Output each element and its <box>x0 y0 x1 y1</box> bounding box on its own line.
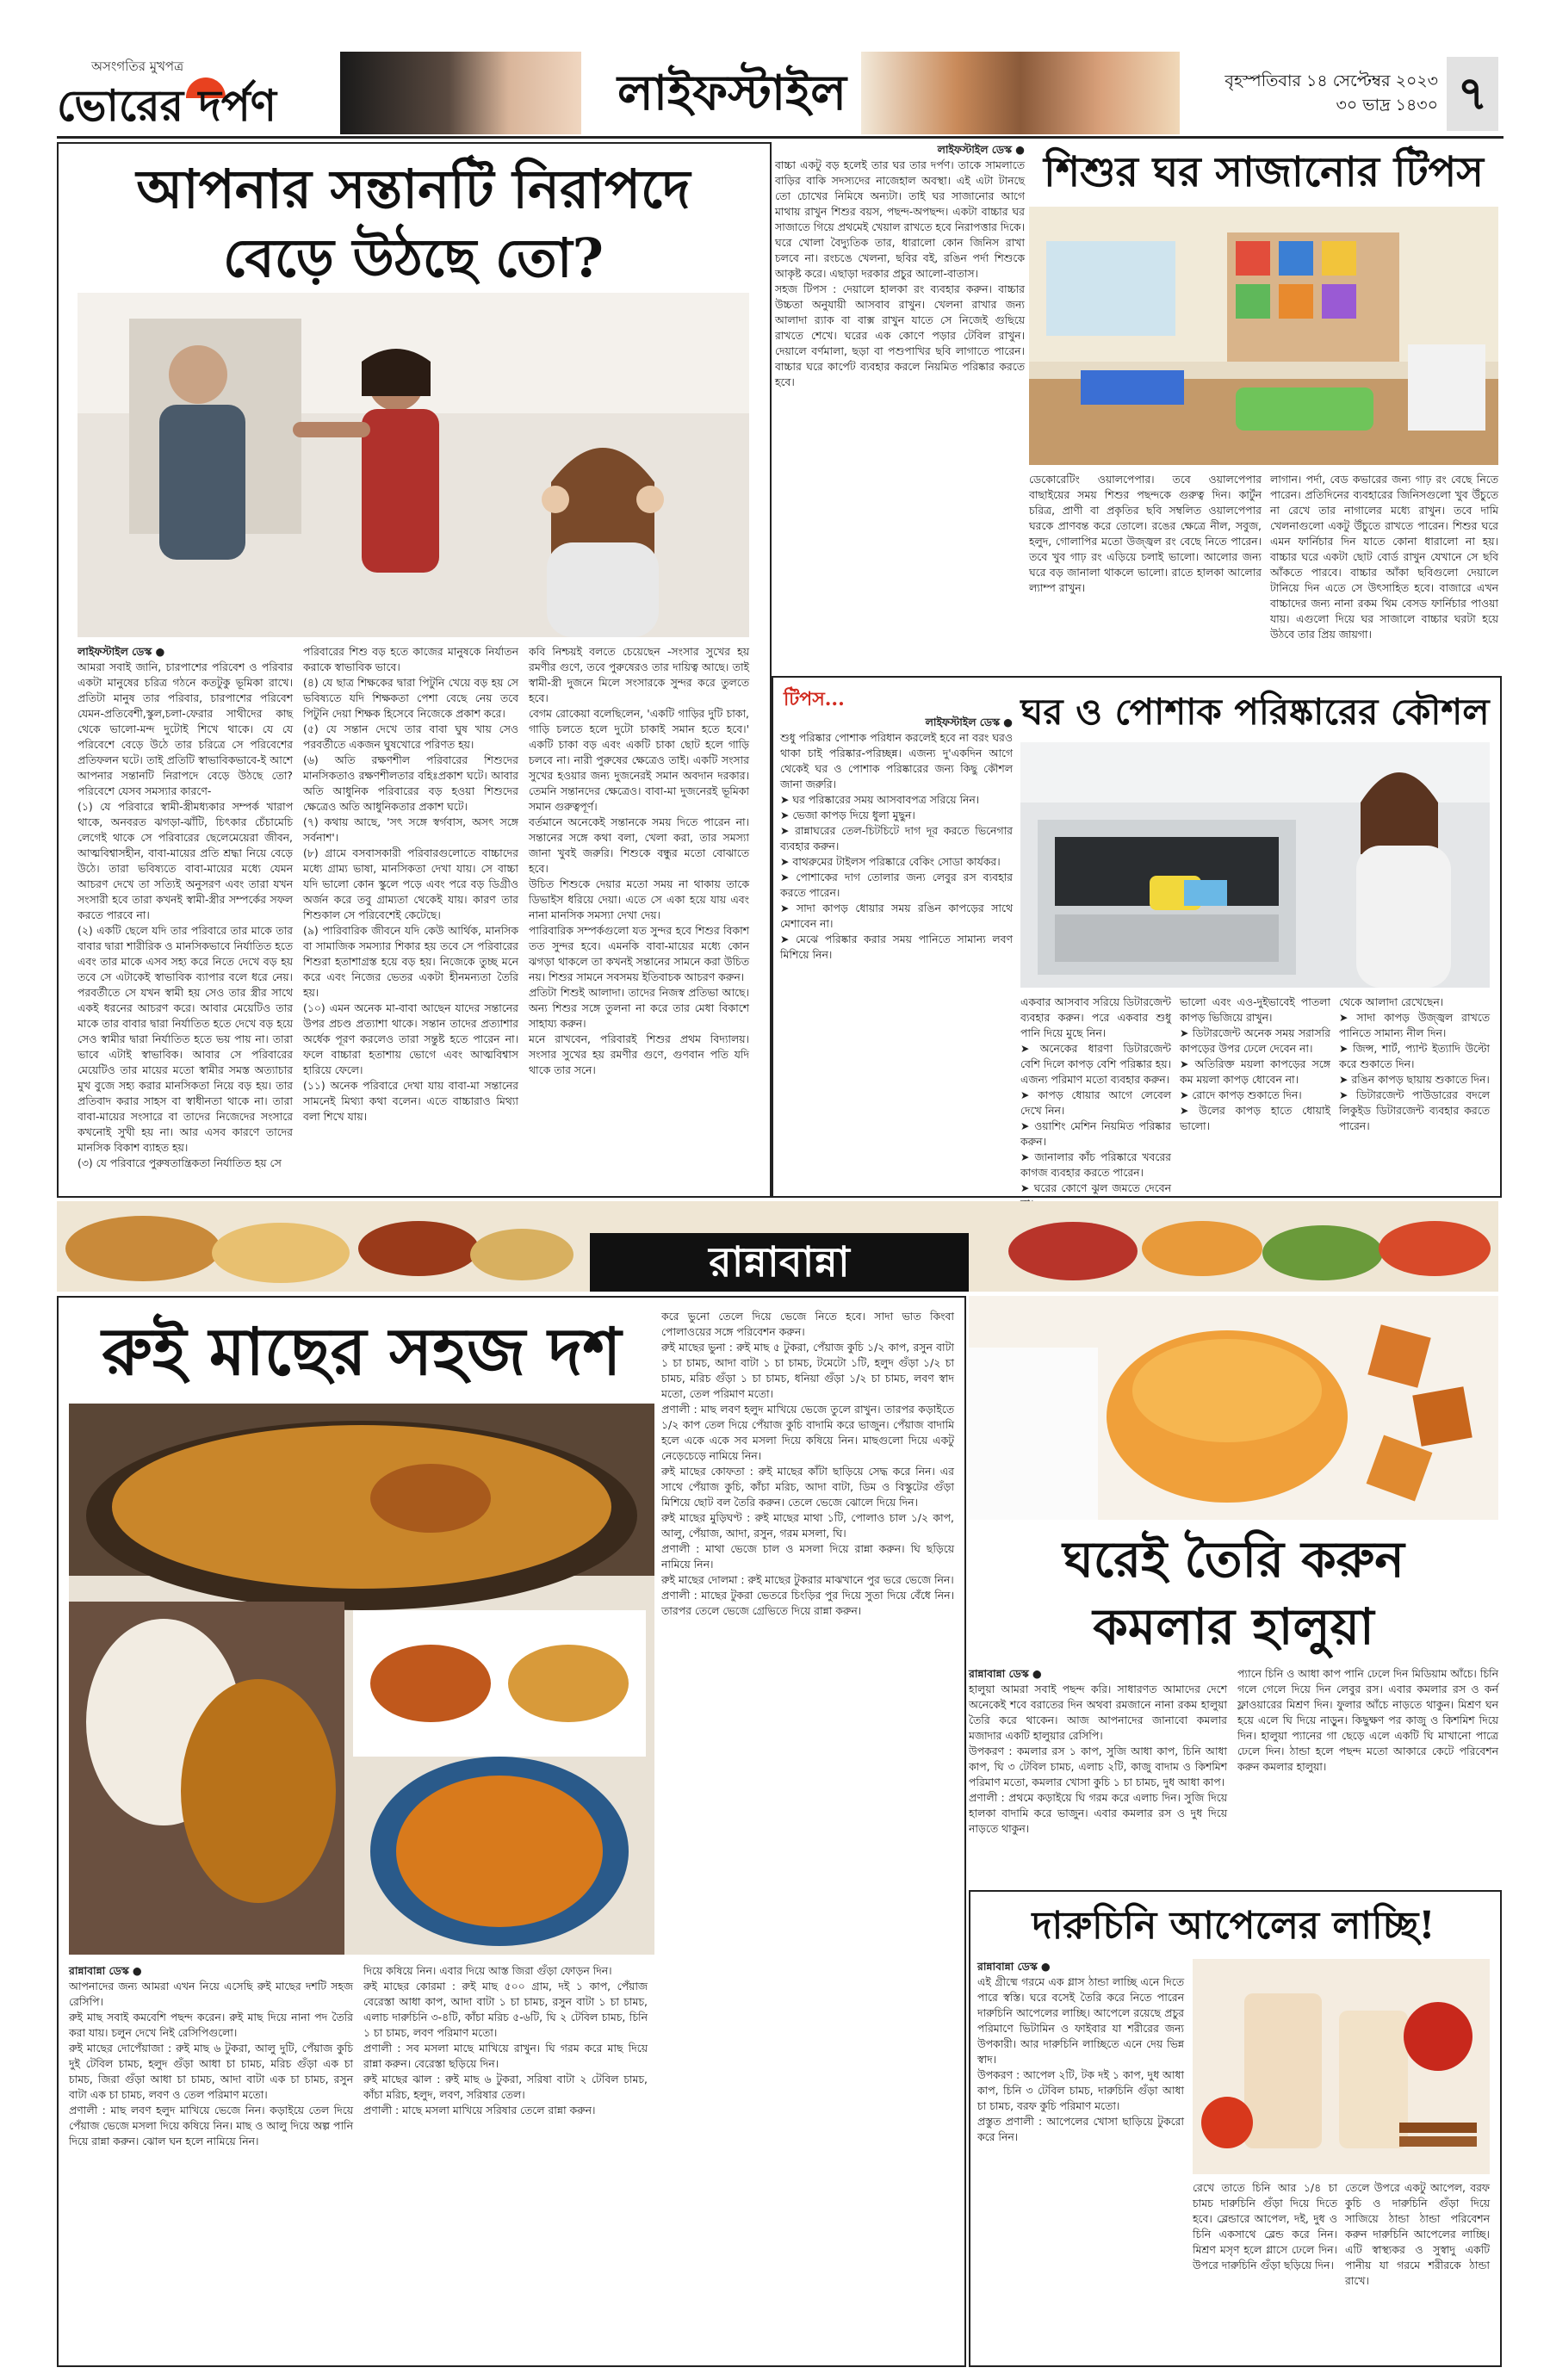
apple-lassi-illustration <box>1193 1959 1490 2174</box>
article1-body-2: পরিবারের শিশু বড় হতে কাজের মানুষকে নির্যাতন করাকে স্বাভাবিক ভাবে। (৪) যে ছাত্র শিক্ষকের দ্বারা পিটুনি খেয়ে বড় হয় সে ভবিষ্যতে যদি শিক্ষকতা পেশা বেছে নেয় তবে পিটুনি দেয়া শিক্ষক হিসেবে নিজেকে প্রকাশ করে। (৫) যে সন্তান দেখে তার বাবা ঘুষ খায় সেও পরবর্তীতে একজন ঘুষখোরে পরিণত হয়। (৬) অতি রক্ষণশীল পরিবারের শিশুদের মানসিকতাও রক্ষণশীলতার বহিঃপ্রকাশ ঘটে। আবার অতি আধুনিক পরিবারের বড় হওয়া শিশুদের ক্ষেত্রেও অতি আধুনিকতার প্রকাশ ঘটে। (৭) কথায় আছে, 'সৎ সঙ্গে স্বর্গবাস, অসৎ সঙ্গে সর্বনাশ'। (৮) গ্রামে বসবাসকারী পরিবারগুলোতে বাচ্চাদের মধ্যে গ্রাম্য ভাষা, মানসিকতা দেখা যায়। সে বাচ্চা যদি ভালো কোন স্কুলে পড়ে এবং পরে বড় ডিগ্রীও অর্জন করে তবু গ্রাম্যতা থেকেই যায়। কারণ তার শিশুকাল সে পরিবেশেই কেটেছে। (৯) পারিবারিক জীবনে যদি কেউ আর্থিক, মানসিক বা সামাজিক সমস্যার শিকার হয় তবে সে পরিবারের শিশুরা হতাশাগ্রস্ত হয়ে বড় হয়। নিজেকে তুচ্ছ মনে করে এবং নিজের ভেতর একটা হীনমন্যতা তৈরি হয়। (১০) এমন অনেক মা-বাবা আছেন যাদের সন্তানের উপর প্রচণ্ড প্রত্যাশা থাকে। সন্তান তাদের প্রত্যাশার অর্ধেক পূরণ করলেও তারা সন্তুষ্ট হতে পারেন না। ফলে বাচ্চারা হতাশায় ভোগে এবং আত্মবিশ্বাস হারিয়ে ফেলে। (১১) অনেক পরিবারে দেখা যায় বাবা-মা সন্তানের সামনেই মিথ্যা কথা বলেন। এতে বাচ্চারাও মিথ্যা বলা শিখে যায়। <box>303 645 518 1123</box>
article4-body-2: দিয়ে কষিয়ে নিন। এবার দিয়ে আস্ত জিরা গুঁড়া ফোড়ন দিন। রুই মাছের কোরমা : রুই মাছ ৫০০ গ্রাম, দই ১ কাপ, পেঁয়াজ বেরেস্তা আধা কাপ, আদা বাটা ১ চা চামচ, রসুন বাটা ১ চা চামচ, এলাচ দারুচিনি ৩-৪টি, কাঁচা মরিচ ৫-৬টি, ঘি ২ টেবিল চামচ, চিনি ১ চা চামচ, লবণ পরিমাণ মতো। প্রণালী : সব মসলা মাছে মাখিয়ে রাখুন। ঘি গরম করে মাছ দিয়ে রান্না করুন। বেরেস্তা ছড়িয়ে দিন। রুই মাছের ঝাল : রুই মাছ ৬ টুকরা, সরিষা বাটা ২ টেবিল চামচ, কাঁচা মরিচ, হলুদ, লবণ, সরিষার তেল। প্রণালী : মাছে মসলা মাখিয়ে সরিষার তেলে রান্না করুন। <box>363 1964 648 2117</box>
logo-tagline: অসংগতির মুখপত্র <box>91 59 184 74</box>
header-photo-spa <box>861 52 1180 134</box>
orange-halwa-illustration <box>969 1296 1498 1520</box>
article3-column-4 <box>1339 995 1490 1188</box>
article6-column-3 <box>1345 2180 1490 2355</box>
article5-column-2 <box>1237 1666 1498 1886</box>
article4-body-1: আপনাদের জন্য আমরা এখন নিয়ে এসেছি রুই মাছের দশটি সহজ রেসিপি। রুই মাছ সবাই কমবেশি পছন্দ করেন। রুই মাছ দিয়ে নানা পদ তৈরি করা যায়। চলুন দেখে নিই রেসিপিগুলো। রুই মাছের দোপেঁয়াজা : রুই মাছ ৬ টুকরা, আলু দুটি, পেঁয়াজ কুচি দুই টেবিল চামচ, হলুদ গুঁড়া আধা চা চামচ, মরিচ গুঁড়া এক চা চামচ, জিরা গুঁড়া আধা চা চামচ, আদা বাটা এক চা চামচ, রসুন বাটা এক চা চামচ, লবণ ও তেল পরিমাণ মতো। প্রণালী : মাছ লবণ হলুদ মাখিয়ে ভেজে নিন। কড়াইয়ে তেল দিয়ে পেঁয়াজ ভেজে মসলা দিয়ে কষিয়ে নিন। মাছ ও আলু দিয়ে অল্প পানি দিয়ে রান্না করুন। ঝোল ঘন হলে নামিয়ে নিন। <box>69 1980 353 2148</box>
article1-body-1: আমরা সবাই জানি, চারপাশের পরিবেশ ও পরিবার একটা মানুষের চরিত্র গঠনে কতটুকু ভূমিকা রাখে। প্রতিটা মানুষ তার পরিবার, চারপাশের পরিবেশ যেমন-প্রতিবেশী,স্কুল,চলা-ফেরার সাথীদের কাছ থেকে ভালো-মন্দ দুটোই শিখে থাকে। যে যে পরিবেশে বেড়ে উঠে তার চরিত্রে সে পরিবেশের প্রতিফলন ঘটে। তাই প্রতিটি স্বাভাবিকভাবে-ই আশে আপনার সন্তানটি নিরাপদে বেড়ে উঠছে তো? পরিবেশে যেসব সমস্যার কারণে- (১) যে পরিবারে স্বামী-স্ত্রীমধ্যকার সম্পর্ক খারাপ থাকে, অনবরত ঝগড়া-ঝাঁটি, চিৎকার চেঁচামেচি লেগেই থাকে সে পরিবারের ছেলেমেয়েরা জীবন, আত্মবিশ্বাসহীন, বাবা-মায়ের প্রতি শ্রদ্ধা নিয়ে বেড়ে উঠে। তারা ভবিষ্যতে বাবা-মায়ের মধ্যে যেমন আচরণ দেখে তা সত্যিই অনুসরণ এবং তারা যখন সংসারী হবে তারা কখনই স্বামী-স্ত্রীর সম্পর্কের সফল করতে পারবে না। (২) একটি ছেলে যদি তার পরিবারে তার মাকে তার বাবার দ্বারা শারীরিক ও মানসিকভাবে নির্যাতিত হতে এবং তার মাকে এসব সহ্য করে নিতে দেখে বড় হয় তবে সে এটাকেই স্বাভাবিক ব্যাপার বলে ধরে নেয়। পরবর্তীতে সে যখন স্বামী হয় সেও তার স্ত্রীর সাথে একই ধরনের আচরণ করে। আবার মেয়েটিও তার মাকে তার বাবার দ্বারা নির্যাতিত হতে দেখে বড় হয়ে সেও স্বামীর দ্বারা নির্যাতিত হতে ভয় পায় না। তারা ভাবে এটাই স্বাভাবিক। আবার সে পরিবারের মেয়েটিও তার মায়ের মতো স্বামীর সমস্ত অত্যাচার মুখ বুজে সহ্য করার মানসিকতা নিয়ে বড় হয়। তার প্রতিবাদ করার সাহস বা স্বাধীনতা থাকে না। তারা বাবা-মায়ের সংসারে বা তাদের নিজেদের সংসারে কখনোই সুখী হয় না। আর এসব কারণে তাদের মানসিক বিকাশ ব্যাহত হয়। (৩) যে পরিবারে পুরুষতান্ত্রিকতা নির্যাতিত হয় সে <box>78 660 293 1169</box>
fish-dishes-illustration <box>69 1404 654 1955</box>
article6-body-1: এই গ্রীষ্মে গরমে এক গ্লাস ঠান্ডা লাচ্ছি এনে দিতে পারে স্বস্তি। ঘরে বসেই তৈরি করে নিতে পারেন দারুচিনি আপেলের লাচ্ছি। আপেলে রয়েছে প্রচুর পরিমাণে ভিটামিন ও ফাইবার যা শরীরের জন্য উপকারী। আর দারুচিনি লাচ্ছিতে এনে দেয় ভিন্ন স্বাদ। উপকরণ : আপেল ২টি, টক দই ১ কাপ, দুধ আধা কাপ, চিনি ৩ টেবিল চামচ, দারুচিনি গুঁড়া আধা চা চামচ, বরফ কুচি পরিমাণ মতো। প্রস্তুত প্রণালী : আপেলের খোসা ছাড়িয়ে টুকরো করে নিন। <box>977 1975 1184 2143</box>
dateline <box>1188 69 1438 117</box>
article1-column-2 <box>303 644 518 1187</box>
article4-body-3: করে ভুনো তেলে দিয়ে ভেজে নিতে হবে। সাদা ভাত কিংবা পোলাওয়ের সঙ্গে পরিবেশন করুন। রুই মাছের ভুনা : রুই মাছ ৫ টুকরা, পেঁয়াজ কুচি ১/২ কাপ, রসুন বাটা ১ চা চামচ, আদা বাটা ১ চা চামচ, টমেটো ১টি, হলুদ গুঁড়া ১/২ চা চামচ, মরিচ গুঁড়া ১ চা চামচ, ধনিয়া গুঁড়া ১/২ চা চামচ, লবণ স্বাদ মতো, তেল পরিমাণ মতো। প্রণালী : মাছ লবণ হলুদ মাখিয়ে ভেজে তুলে রাখুন। তারপর কড়াইতে ১/২ কাপ তেল দিয়ে পেঁয়াজ কুচি বাদামি করে ভাজুন। পেঁয়াজ বাদামি হলে একে একে সব মসলা দিয়ে কষিয়ে নিন। মাছগুলো দিয়ে একটু নেড়েচেড়ে নামিয়ে নিন। রুই মাছের কোফতা : রুই মাছের কাঁটা ছাড়িয়ে সেদ্ধ করে নিন। এর সাথে পেঁয়াজ কুচি, কাঁচা মরিচ, আদা বাটা, ডিম ও বিস্কুটের গুঁড়া মিশিয়ে ছোট বল তৈরি করুন। তেলে ভেজে ঝোলে দিয়ে দিন। রুই মাছের মুড়িঘণ্ট : রুই মাছের মাথা ১টি, পোলাও চাল ১/২ কাপ, আলু, পেঁয়াজ, আদা, রসুন, গরম মসলা, ঘি। প্রণালী : মাথা ভেজে চাল ও মসলা দিয়ে রান্না করুন। ঘি ছড়িয়ে নামিয়ে নিন। রুই মাছের দোলমা : রুই মাছের টুকরার মাঝখানে পুর ভরে ভেজে নিন। প্রণালী : মাছের টুকরা ভেতরে চিংড়ির পুর দিয়ে সুতা দিয়ে বেঁধে নিন। তারপর তেলে ভেজে গ্রেভিতে দিয়ে রান্না করুন। <box>661 1310 954 1617</box>
article6-headline: দারুচিনি আপেলের লাচ্ছি! <box>1032 1904 1435 1948</box>
article3-byline: লাইফস্টাইল ডেস্ক ● <box>925 716 1013 728</box>
article5-headline-line1: ঘরেই তৈরি করুন <box>1063 1530 1404 1589</box>
article3-body-3: ভালো এবং এও-দুইভাবেই পাতলা কাপড় ভিজিয়ে রাখুন। ➤ ডিটারজেন্ট অনেক সময় সরাসরি কাপড়ের উপর ঢেলে দেবেন না। ➤ অতিরিক্ত ময়লা কাপড়ের সঙ্গে কম ময়লা কাপড় ধোবেন না। ➤ রোদে কাপড় শুকাতে দিন। ➤ উলের কাপড় হাতে ধোয়াই ভালো। <box>1180 995 1330 1132</box>
article1-photo-family-quarrel <box>78 293 749 637</box>
article1-headline-line1: আপনার সন্তানটি নিরাপদে <box>136 158 691 220</box>
article4-photo-fish-dishes <box>69 1404 654 1955</box>
cooking-section-title: রান্নাবান্না <box>590 1233 969 1292</box>
article6-body-2: রেখে তাতে চিনি আর ১/৪ চা চামচ দারুচিনি গুঁড়া দিয়ে দিতে হবে। ব্লেন্ডারে আপেল, দই, দুধ ও চিনি একসাথে ব্লেন্ড করে নিন। মিশ্রণ মসৃণ হলে গ্লাসে ঢেলে দিন। উপরে দারুচিনি গুঁড়া ছড়িয়ে দিন। <box>1193 2181 1337 2272</box>
article2-byline: লাইফস্টাইল ডেস্ক ● <box>937 143 1025 156</box>
article4-column-1 <box>69 1963 353 2355</box>
article2-column-3 <box>1270 472 1498 670</box>
article4-headline: রুই মাছের সহজ দশ <box>102 1313 622 1390</box>
header-photo-face <box>340 52 581 134</box>
article6-column-1 <box>977 1959 1184 2355</box>
article2-body-3: লাগান। পর্দা, বেড কভারের জন্য গাঢ় রং বেছে নিতে পারেন। প্রতিদিনের ব্যবহারের জিনিসগুলো খুব উঁচুতে না রেখে তার নাগালের মধ্যে রাখুন। তবে দামি খেলনাগুলো একটু উঁচুতে রাখতে পারেন। শিশুর ঘরে এমন ফার্নিচার দিন যাতে কোনা ধারালো না হয়। বাচ্চার ঘরে একটা ছোট বোর্ড রাখুন যেখানে সে ছবি আঁকতে পারবে। বাচ্চার আঁকা ছবিগুলো দেয়ালে টানিয়ে দিন এতে সে উৎসাহিত হবে। বাজারে এখন বাচ্চাদের জন্য নানা রকম থিম বেসড ফার্নিচার পাওয়া যায়। এগুলো দিয়ে ঘর সাজালে বাচ্চার ঘরটা হয়ে উঠবে তার প্রিয় জায়গা। <box>1270 473 1498 641</box>
article5-body-1: হালুয়া আমরা সবাই পছন্দ করি। সাধারণত আমাদের দেশে অনেকেই শবে বরাতের দিন অথবা রমজানে নানা রকম হালুয়া তৈরি করে থাকেন। আজ আপনাদের জানাবো কমলার মজাদার একটি হালুয়ার রেসিপি। উপকরণ : কমলার রস ১ কাপ, সুজি আধা কাপ, চিনি আধা কাপ, ঘি ৩ টেবিল চামচ, এলাচ ২টি, কাজু বাদাম ও কিশমিশ পরিমাণ মতো, কমলার খোসা কুচি ১ চা চামচ, দুধ আধা কাপ। প্রণালী : প্রথমে কড়াইয়ে ঘি গরম করে এলাচ দিন। সুজি দিয়ে হালকা বাদামি করে ভাজুন। এবার কমলার রস ও দুধ দিয়ে নাড়তে থাকুন। <box>969 1683 1227 1835</box>
article3-photo-woman-cleaning <box>1020 742 1490 988</box>
article3-body-4: থেকে আলাদা রেখেছেন। ➤ সাদা কাপড় উজ্জ্বল রাখতে পানিতে সামান্য নীল দিন। ➤ জিন্স, শার্ট, প্যান্ট ইত্যাদি উল্টো করে শুকাতে দিন। ➤ রঙিন কাপড় ছায়ায় শুকাতে দিন। ➤ ডিটারজেন্ট পাউডারের বদলে লিকুইড ডিটারজেন্ট ব্যবহার করতে পারেন। <box>1339 995 1490 1132</box>
article2-column-2 <box>1029 472 1262 670</box>
article4-byline: রান্নাবান্না ডেস্ক ● <box>69 1964 142 1977</box>
newspaper-logo <box>57 55 332 134</box>
article6-body-3: তেলে উপরে একটু আপেল, বরফ কুচি ও দারুচিনি গুঁড়া দিয়ে সাজিয়ে ঠান্ডা ঠান্ডা পরিবেশন করুন দারুচিনি আপেলের লাচ্ছি। এটি স্বাস্থ্যকর ও সুস্বাদু একটি পানীয় যা গরমে শরীরকে ঠান্ডা রাখে। <box>1345 2181 1490 2287</box>
article1-body-3: কবি নিশ্চয়ই বলতে চেয়েছেন -সংসার সুখের হয় রমণীর গুণে, তবে পুরুষেরও তার দায়িত্ব আছে। তাই স্বামী-স্ত্রী দুজনে মিলে সংসারকে সুন্দর করে তুলতে হবে। বেগম রোকেয়া বলেছিলেন, 'একটি গাড়ির দুটি চাকা, গাড়ি চলতে হলে দুটো চাকাই সমান হতে হবে।' একটি চাকা বড় এবং একটি চাকা ছোট হলে গাড়ি চলবে না। নারী পুরুষের ক্ষেত্রেও তাই। একটি সংসার সুখের হওয়ার জন্য দুজনেরই সমান অবদান দরকার। তেমনি সন্তানদের ক্ষেত্রেও। বাবা-মা দুজনেরই ভূমিকা সমান গুরুত্বপূর্ণ। বর্তমানে অনেকেই সন্তানকে সময় দিতে পারেন না। সন্তানের সঙ্গে কথা বলা, খেলা করা, তার সমস্যা জানা খুবই জরুরি। শিশুকে বন্ধুর মতো বোঝাতে হবে। উচিত শিশুকে দেয়ার মতো সময় না থাকায় তাকে ডিভাইস ধরিয়ে দেয়া। এতে সে একা হয়ে যায় এবং নানা মানসিক সমস্যা দেখা দেয়। পারিবারিক সম্পর্কগুলো যত সুন্দর হবে শিশুর বিকাশ তত সুন্দর হবে। এমনকি বাবা-মায়ের মধ্যে কোন ঝগড়া থাকলে তা কখনই সন্তানের সামনে করা উচিত নয়। শিশুর সামনে সবসময় ইতিবাচক আচরণ করুন। প্রতিটা শিশুই আলাদা। তাদের নিজস্ব প্রতিভা আছে। অন্য শিশুর সঙ্গে তুলনা না করে তার মেধা বিকাশে সাহায্য করুন। মনে রাখবেন, পরিবারই শিশুর প্রথম বিদ্যালয়। সংসার সুখের হয় রমণীর গুণে, গুণবান পতি যদি থাকে তার সনে। <box>529 645 749 1076</box>
date-bengali: ৩০ ভাদ্র ১৪৩০ <box>1336 96 1438 115</box>
article3-headline: ঘর ও পোশাক পরিষ্কারের কৌশল <box>1020 691 1490 733</box>
article5-headline <box>969 1526 1498 1660</box>
logo-name: ভোরের দর্পণ <box>57 80 276 131</box>
family-quarrel-illustration <box>78 293 749 637</box>
article6-byline: রান্নাবান্না ডেস্ক ● <box>977 1960 1051 1973</box>
kids-room-illustration <box>1029 207 1498 465</box>
article2-photo-kids-room <box>1029 207 1498 465</box>
article2-headline: শিশুর ঘর সাজানোর টিপস <box>1044 148 1484 196</box>
article5-photo-orange-halwa <box>969 1296 1498 1520</box>
woman-cleaning-illustration <box>1020 742 1490 988</box>
article3-body-2: একবার আসবাব সরিয়ে ডিটারজেন্ট ব্যবহার করুন। পরে একবার শুধু পানি দিয়ে মুছে নিন। ➤ অনেকের ধারণা ডিটারজেন্ট বেশি দিলে কাপড় বেশি পরিষ্কার হয়। এজন্য পরিমাণ মতো ব্যবহার করুন। ➤ কাপড় ধোয়ার আগে লেবেল দেখে নিন। ➤ ওয়াশিং মেশিন নিয়মিত পরিষ্কার করুন। ➤ জানালার কাঁচ পরিষ্কারে খবরের কাগজ ব্যবহার করতে পারেন। ➤ ঘরের কোণে ঝুল জমতে দেবেন <box>1020 995 1171 1194</box>
article6-photo-apple-lassi <box>1193 1959 1490 2174</box>
article1-column-3 <box>529 644 749 1187</box>
article1-headline <box>78 155 749 293</box>
article3-column-3 <box>1180 995 1330 1188</box>
article3-column-2 <box>1020 995 1171 1194</box>
article3-column-1 <box>780 715 1013 1188</box>
article6-column-2 <box>1193 2180 1337 2355</box>
article1-byline: লাইফস্টাইল ডেস্ক ● <box>78 645 165 658</box>
date-gregorian: বৃহস্পতিবার ১৪ সেপ্টেম্বর ২০২৩ <box>1224 71 1438 90</box>
article1-headline-line2: বেড়ে উঠছে তো? <box>223 226 604 289</box>
article2-body-2: ডেকোরেটিং ওয়ালপেপার। তবে ওয়ালপেপার বাছাইয়ের সময় শিশুর পছন্দকে গুরুত্ব দিন। কার্টুন চরিত্র, প্রাণী বা প্রকৃতির ছবি সম্বলিত ওয়ালপেপার ঘরকে প্রাণবন্ত করে তোলে। রঙের ক্ষেত্রে নীল, সবুজ, হলুদ, গোলাপির মতো উজ্জ্বল রং বেছে নিতে পারেন। তবে খুব গাঢ় রং এড়িয়ে চলাই ভালো। আলোর জন্য ঘরে বড় জানালা থাকলে ভালো। রাতে হালকা আলোর ল্যাম্প রাখুন। <box>1029 473 1262 594</box>
article3-tag: টিপস... <box>784 688 845 710</box>
page-number: ৭ <box>1447 57 1498 131</box>
article5-body-2: প্যানে চিনি ও আধা কাপ পানি ঢেলে দিন মিডিয়াম আঁচে। চিনি গলে গেলে দিয়ে দিন লেবুর রস। এবার কমলার রস ও কর্ন ফ্লাওয়ারের মিশ্রণ দিন। ফুলার আঁচে নাড়তে থাকুন। মিশ্রণ ঘন হয়ে এলে ঘি দিয়ে নাড়ুন। কিছুক্ষণ পর কাজু ও কিশমিশ দিয়ে দিন। হালুয়া প্যানের গা ছেড়ে এলে একটি ঘি মাখানো পাত্রে ঢেলে দিন। ঠান্ডা হলে পছন্দ মতো আকারে কেটে পরিবেশন করুন কমলার হালুয়া। <box>1237 1667 1498 1773</box>
article2-column-1 <box>775 142 1025 400</box>
article4-column-2 <box>363 1963 648 2355</box>
article5-headline-line2: কমলার হালুয়া <box>1093 1597 1374 1656</box>
article3-body-1: শুধু পরিষ্কার পোশাক পরিধান করলেই হবে না বরং ঘরও থাকা চাই পরিষ্কার-পরিচ্ছন্ন। এজন্য দু'একদিন আগে থেকেই ঘর ও পোশাক পরিষ্কারের জন্য কিছু কৌশল জানা জরুরি। ➤ ঘর পরিষ্কারের সময় আসবাবপত্র সরিয়ে নিন। ➤ ভেজা কাপড় দিয়ে ধুলা মুছুন। ➤ রান্নাঘরের তেল-চিটচিটে দাগ দূর করতে ভিনেগার ব্যবহার করুন। ➤ বাথরুমের টাইলস পরিষ্কারে বেকিং সোডা কার্যকর। ➤ পোশাকের দাগ তোলার জন্য লেবুর রস ব্যবহার করতে পারেন। ➤ সাদা কাপড় ধোয়ার সময় রঙিন কাপড়ের সাথে মেশাবেন না। ➤ মেঝে পরিষ্কার করার সময় পানিতে সামান্য লবণ মিশিয়ে নিন। <box>780 731 1013 961</box>
section-title: লাইফস্টাইল <box>617 65 846 121</box>
article2-column-1b <box>775 405 1025 672</box>
article5-column-1 <box>969 1666 1227 1886</box>
article4-column-3 <box>661 1309 954 2355</box>
article1-column-1 <box>78 644 293 1187</box>
article2-body-1: বাচ্চা একটু বড় হলেই তার ঘর তার দর্পণ। তাকে সামলাতে বাড়ির বাকি সদস্যদের নাজেহাল অবস্থা। এই এটা টানছে তো চোখের নিমিষে অন্যটা। তাই ঘর সাজানোর আগে মাথায় রাখুন শিশুর বয়স, পছন্দ-অপছন্দ। একটা বাচ্চার ঘর সাজাতে গিয়ে প্রথমেই খেয়াল রাখতে হবে নিরাপত্তার দিকে। ঘরে খোলা বৈদ্যুতিক তার, ধারালো কোন জিনিস রাখা চলবে না। রংচঙে খেলনা, ছবির বই, রঙিন পর্দা শিশুকে আকৃষ্ট করে। এছাড়া দরকার প্রচুর আলো-বাতাস। সহজ টিপস : দেয়ালে হালকা রং ব্যবহার করুন। বাচ্চার উচ্চতা অনুযায়ী আসবাব রাখুন। খেলনা রাখার জন্য আলাদা র‍্যাক বা বাক্স রাখুন যাতে সে নিজেই গুছিয়ে রাখতে শেখে। ঘরের এক কোণে পড়ার টেবিল রাখুন। দেয়ালে বর্ণমালা, ছড়া বা পশুপাখির ছবি লাগাতে পারেন। বাচ্চার ঘরে কার্পেট ব্যবহার করলে নিয়মিত পরিষ্কার করতে হবে। <box>775 158 1025 388</box>
article5-byline: রান্নাবান্না ডেস্ক ● <box>969 1667 1042 1680</box>
